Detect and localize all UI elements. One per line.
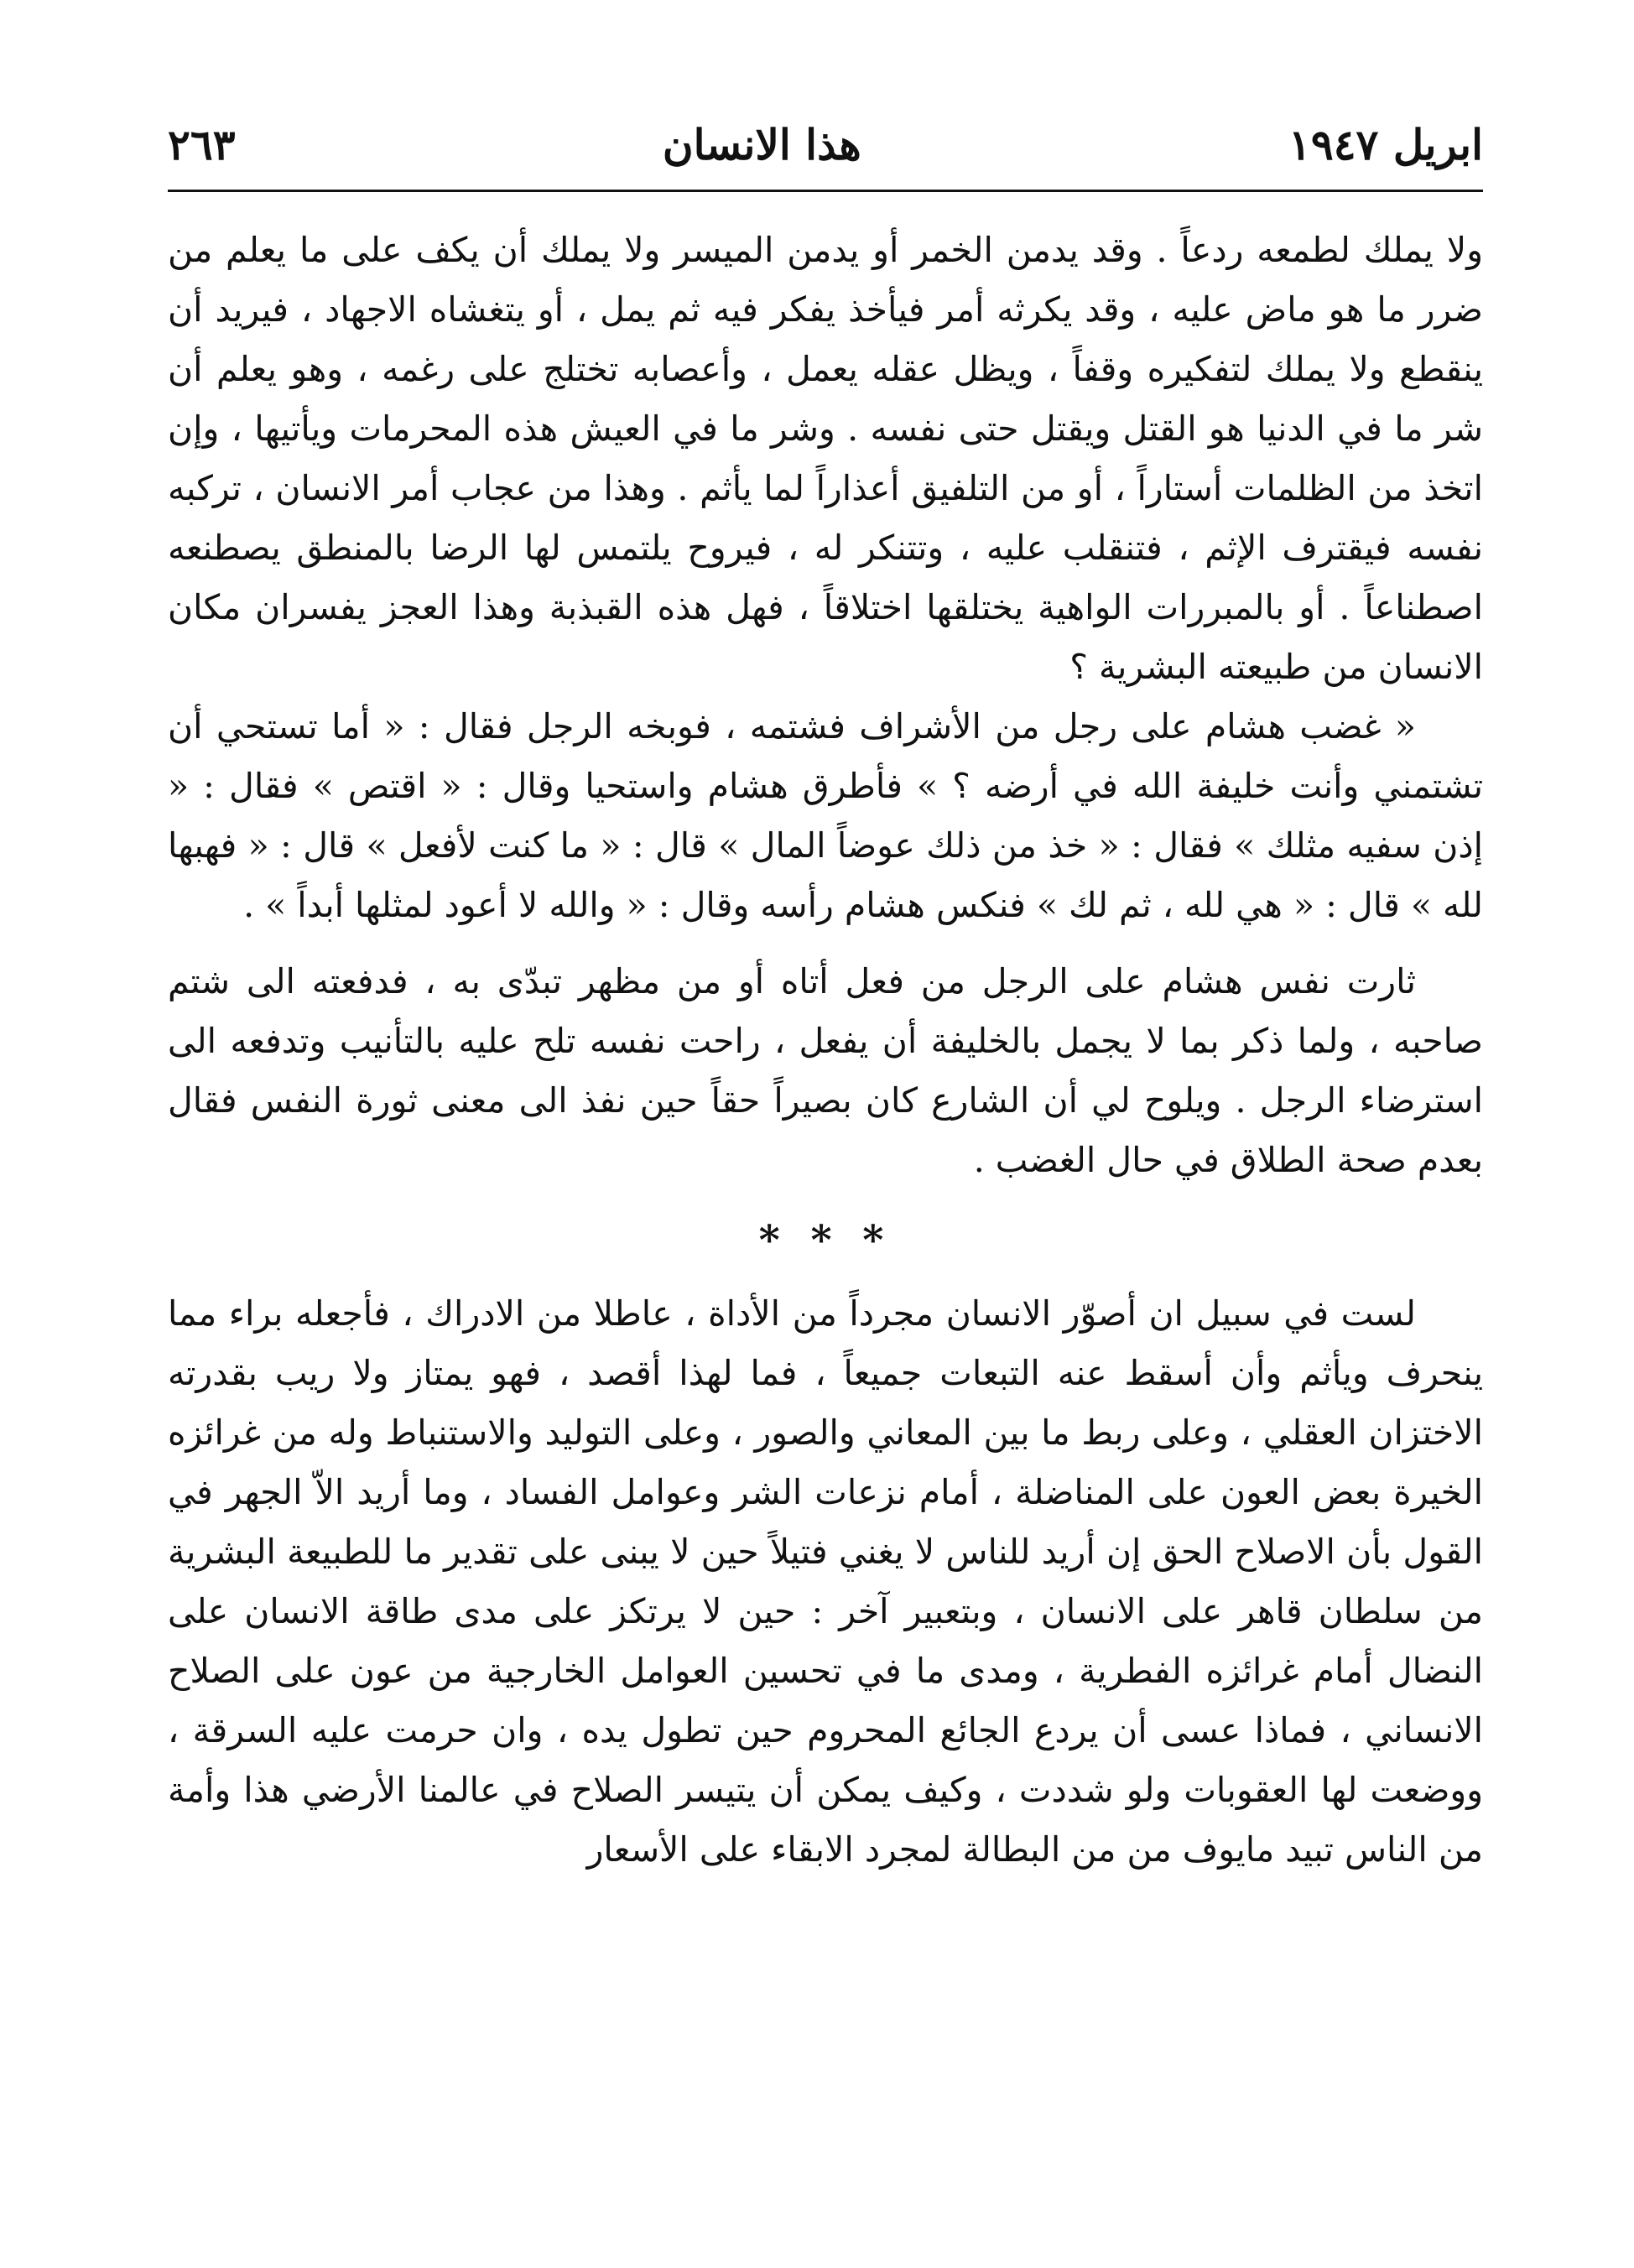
page-number: ٢٦٣	[168, 120, 236, 169]
section-separator: * * *	[758, 1217, 892, 1264]
article-body	[168, 221, 1483, 1880]
paragraph: ولا يملك لطمعه ردعاً . وقد يدمن الخمر أو يدمن الميسر ولا يملك أن يكف على ما يعلم من ضرر ما هو ماض عليه ، وقد يكرثه أمر فيأخذ يفكر فيه ثم يمل ، أو يتغشاه الاجهاد ، فيريد أن ينقطع ولا يملك لتفكيره وقفاً ، ويظل عقله يعمل ، وأعصابه تختلج على رغمه ، وهو يعلم أن شر ما في الدنيا هو القتل ويقتل حتى نفسه . وشر ما في العيش هذه المحرمات ويأتيها ، وإن اتخذ من الظلمات أستاراً ، أو من التلفيق أعذاراً لما يأثم . وهذا من عجاب أمر الانسان ، تركبه نفسه فيقترف الإثم ، فتنقلب عليه ، وتتنكر له ، فيروح يلتمس لها الرضا بالمنطق يصطنعه اصطناعاً . أو بالمبررات الواهية يختلقها اختلاقاً ، فهل هذه القبذبة وهذا العجز يفسران مكان الانسان من طبيعته البشرية ؟	[168, 230, 1483, 687]
page-header	[168, 99, 1483, 169]
issue-date: ابريل ١٩٤٧	[1288, 120, 1483, 169]
paragraph: ثارت نفس هشام على الرجل من فعل أتاه أو من مظهر تبدّى به ، فدفعته الى شتم صاحبه ، ولما ذكر بما لا يجمل بالخليفة أن يفعل ، راحت نفسه تلح عليه بالتأنيب وتدفعه الى استرضاء الرجل . ويلوح لي أن الشارع كان بصيراً حقاً حين نفذ الى معنى ثورة النفس فقال بعدم صحة الطلاق في حال الغضب .	[168, 961, 1483, 1180]
paragraph: لست في سبيل ان أصوّر الانسان مجرداً من الأداة ، عاطلا من الادراك ، فأجعله براء مما ينحرف ويأثم وأن أسقط عنه التبعات جميعاً ، فما لهذا أقصد ، فهو يمتاز ولا ريب بقدرته الاختزان العقلي ، وعلى ربط ما بين المعاني والصور ، وعلى التوليد والاستنباط وله من غرائزه الخيرة بعض العون على المناضلة ، أمام نزعات الشر وعوامل الفساد ، وما أريد الاّ الجهر في القول بأن الاصلاح الحق إن أريد للناس لا يغني فتيلاً حين لا يبنى على تقدير ما للطبيعة البشرية من سلطان قاهر على الانسان ، وبتعبير آخر : حين لا يرتكز على مدى طاقة الانسان على النضال أمام غرائزه الفطرية ، ومدى ما في تحسين العوامل الخارجية من عون على الصلاح الانساني ، فماذا عسى أن يردع الجائع المحروم حين تطول يده ، وان حرمت عليه السرقة ، ووضعت لها العقوبات ولو شددت ، وكيف يمكن أن يتيسر الصلاح في عالمنا الأرضي هذا وأمة من الناس تبيد مايوف من من البطالة لمجرد الابقاء على الأسعار	[168, 1293, 1483, 1870]
paragraph-quote: « غضب هشام على رجل من الأشراف فشتمه ، فوبخه الرجل فقال : « أما تستحي أن تشتمني وأنت خليفة الله في أرضه ؟ » فأطرق هشام واستحيا وقال : « اقتص » فقال : « إذن سفيه مثلك » فقال : « خذ من ذلك عوضاً المال » قال : « ما كنت لأفعل » قال : « فهبها لله » قال : « هي لله ، ثم لك » فنكس هشام رأسه وقال : « والله لا أعود لمثلها أبداً » .	[168, 706, 1483, 925]
header-rule	[168, 190, 1483, 192]
running-title: هذا الانسان	[662, 120, 861, 169]
